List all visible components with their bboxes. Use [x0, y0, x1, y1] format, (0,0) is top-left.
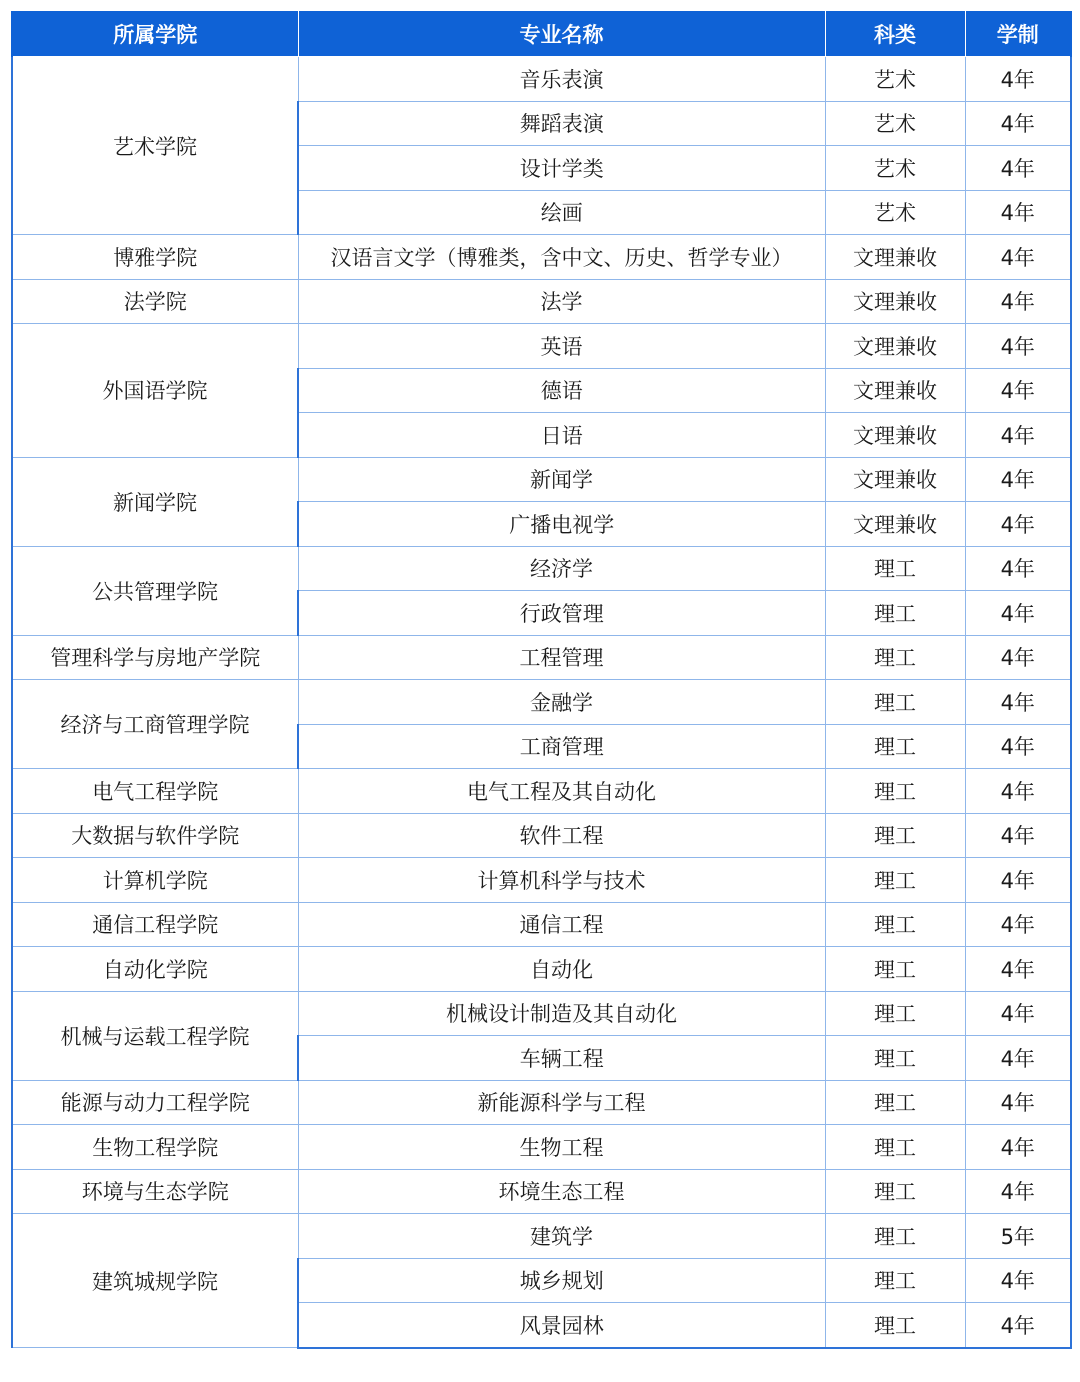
- table-row: [12, 235, 1071, 280]
- category-cell: 文理兼收: [825, 413, 965, 458]
- category-cell: 理工: [825, 591, 965, 636]
- duration-cell: 4年: [965, 1303, 1071, 1348]
- major-cell: 生物工程: [298, 1125, 825, 1170]
- duration-cell: 4年: [965, 1080, 1071, 1125]
- major-cell: 自动化: [298, 947, 825, 992]
- major-cell: 舞蹈表演: [298, 101, 825, 146]
- duration-cell: 4年: [965, 1036, 1071, 1081]
- duration-cell: 4年: [965, 324, 1071, 369]
- college-cell: 大数据与软件学院: [12, 813, 298, 858]
- table-body: [12, 57, 1071, 1348]
- table-row: [12, 546, 1071, 591]
- duration-cell: 5年: [965, 1214, 1071, 1259]
- category-cell: 理工: [825, 858, 965, 903]
- table-row: [12, 858, 1071, 903]
- duration-cell: 4年: [965, 724, 1071, 769]
- college-cell: 计算机学院: [12, 858, 298, 903]
- major-cell: 行政管理: [298, 591, 825, 636]
- major-cell: 新闻学: [298, 457, 825, 502]
- majors-table: [11, 11, 1072, 1349]
- majors-table-container: [11, 11, 1070, 1349]
- duration-cell: 4年: [965, 591, 1071, 636]
- college-cell: 机械与运载工程学院: [12, 991, 298, 1080]
- category-cell: 文理兼收: [825, 235, 965, 280]
- major-cell: 软件工程: [298, 813, 825, 858]
- category-cell: 艺术: [825, 57, 965, 102]
- major-cell: 汉语言文学（博雅类，含中文、历史、哲学专业）: [298, 235, 825, 280]
- major-cell: 通信工程: [298, 902, 825, 947]
- category-cell: 文理兼收: [825, 279, 965, 324]
- table-row: [12, 1214, 1071, 1259]
- duration-cell: 4年: [965, 146, 1071, 191]
- college-cell: 博雅学院: [12, 235, 298, 280]
- college-cell: 环境与生态学院: [12, 1169, 298, 1214]
- duration-cell: 4年: [965, 1169, 1071, 1214]
- duration-cell: 4年: [965, 368, 1071, 413]
- category-cell: 艺术: [825, 190, 965, 235]
- college-cell: 通信工程学院: [12, 902, 298, 947]
- major-cell: 机械设计制造及其自动化: [298, 991, 825, 1036]
- major-cell: 经济学: [298, 546, 825, 591]
- category-cell: 理工: [825, 546, 965, 591]
- duration-cell: 4年: [965, 1125, 1071, 1170]
- major-cell: 日语: [298, 413, 825, 458]
- college-cell: 能源与动力工程学院: [12, 1080, 298, 1125]
- duration-cell: 4年: [965, 190, 1071, 235]
- table-row: [12, 947, 1071, 992]
- duration-cell: 4年: [965, 57, 1071, 102]
- college-cell: 外国语学院: [12, 324, 298, 458]
- major-cell: 车辆工程: [298, 1036, 825, 1081]
- category-cell: 理工: [825, 1125, 965, 1170]
- major-cell: 计算机科学与技术: [298, 858, 825, 903]
- college-cell: 建筑城规学院: [12, 1214, 298, 1348]
- college-cell: 电气工程学院: [12, 769, 298, 814]
- college-cell: 经济与工商管理学院: [12, 680, 298, 769]
- duration-cell: 4年: [965, 235, 1071, 280]
- category-cell: 文理兼收: [825, 324, 965, 369]
- category-cell: 艺术: [825, 101, 965, 146]
- category-cell: 理工: [825, 1214, 965, 1259]
- table-header-row: [12, 11, 1071, 57]
- college-cell: 新闻学院: [12, 457, 298, 546]
- table-row: [12, 902, 1071, 947]
- category-cell: 理工: [825, 1169, 965, 1214]
- category-cell: 理工: [825, 1258, 965, 1303]
- major-cell: 德语: [298, 368, 825, 413]
- major-cell: 工程管理: [298, 635, 825, 680]
- category-cell: 理工: [825, 635, 965, 680]
- duration-cell: 4年: [965, 635, 1071, 680]
- duration-cell: 4年: [965, 991, 1071, 1036]
- category-cell: 理工: [825, 1080, 965, 1125]
- header-major: 专业名称: [298, 11, 825, 57]
- category-cell: 理工: [825, 680, 965, 725]
- category-cell: 理工: [825, 902, 965, 947]
- category-cell: 理工: [825, 1036, 965, 1081]
- major-cell: 广播电视学: [298, 502, 825, 547]
- major-cell: 工商管理: [298, 724, 825, 769]
- category-cell: 理工: [825, 769, 965, 814]
- table-row: [12, 324, 1071, 369]
- table-row: [12, 991, 1071, 1036]
- major-cell: 新能源科学与工程: [298, 1080, 825, 1125]
- category-cell: 文理兼收: [825, 502, 965, 547]
- category-cell: 理工: [825, 724, 965, 769]
- table-row: [12, 279, 1071, 324]
- duration-cell: 4年: [965, 502, 1071, 547]
- table-row: [12, 813, 1071, 858]
- category-cell: 理工: [825, 1303, 965, 1348]
- duration-cell: 4年: [965, 546, 1071, 591]
- college-cell: 公共管理学院: [12, 546, 298, 635]
- category-cell: 理工: [825, 947, 965, 992]
- duration-cell: 4年: [965, 902, 1071, 947]
- major-cell: 法学: [298, 279, 825, 324]
- category-cell: 理工: [825, 813, 965, 858]
- college-cell: 自动化学院: [12, 947, 298, 992]
- college-cell: 生物工程学院: [12, 1125, 298, 1170]
- college-cell: 法学院: [12, 279, 298, 324]
- college-cell: 管理科学与房地产学院: [12, 635, 298, 680]
- major-cell: 金融学: [298, 680, 825, 725]
- major-cell: 电气工程及其自动化: [298, 769, 825, 814]
- duration-cell: 4年: [965, 413, 1071, 458]
- header-duration: 学制: [965, 11, 1071, 57]
- duration-cell: 4年: [965, 1258, 1071, 1303]
- category-cell: 艺术: [825, 146, 965, 191]
- duration-cell: 4年: [965, 101, 1071, 146]
- duration-cell: 4年: [965, 279, 1071, 324]
- duration-cell: 4年: [965, 813, 1071, 858]
- table-row: [12, 635, 1071, 680]
- category-cell: 文理兼收: [825, 457, 965, 502]
- major-cell: 建筑学: [298, 1214, 825, 1259]
- major-cell: 绘画: [298, 190, 825, 235]
- table-row: [12, 57, 1071, 102]
- header-category: 科类: [825, 11, 965, 57]
- major-cell: 城乡规划: [298, 1258, 825, 1303]
- major-cell: 环境生态工程: [298, 1169, 825, 1214]
- major-cell: 风景园林: [298, 1303, 825, 1348]
- category-cell: 文理兼收: [825, 368, 965, 413]
- table-row: [12, 1080, 1071, 1125]
- duration-cell: 4年: [965, 947, 1071, 992]
- major-cell: 英语: [298, 324, 825, 369]
- category-cell: 理工: [825, 991, 965, 1036]
- duration-cell: 4年: [965, 457, 1071, 502]
- college-cell: 艺术学院: [12, 57, 298, 235]
- table-row: [12, 457, 1071, 502]
- table-row: [12, 680, 1071, 725]
- table-row: [12, 1169, 1071, 1214]
- table-row: [12, 769, 1071, 814]
- table-row: [12, 1125, 1071, 1170]
- duration-cell: 4年: [965, 769, 1071, 814]
- header-college: 所属学院: [12, 11, 298, 57]
- duration-cell: 4年: [965, 680, 1071, 725]
- duration-cell: 4年: [965, 858, 1071, 903]
- major-cell: 音乐表演: [298, 57, 825, 102]
- major-cell: 设计学类: [298, 146, 825, 191]
